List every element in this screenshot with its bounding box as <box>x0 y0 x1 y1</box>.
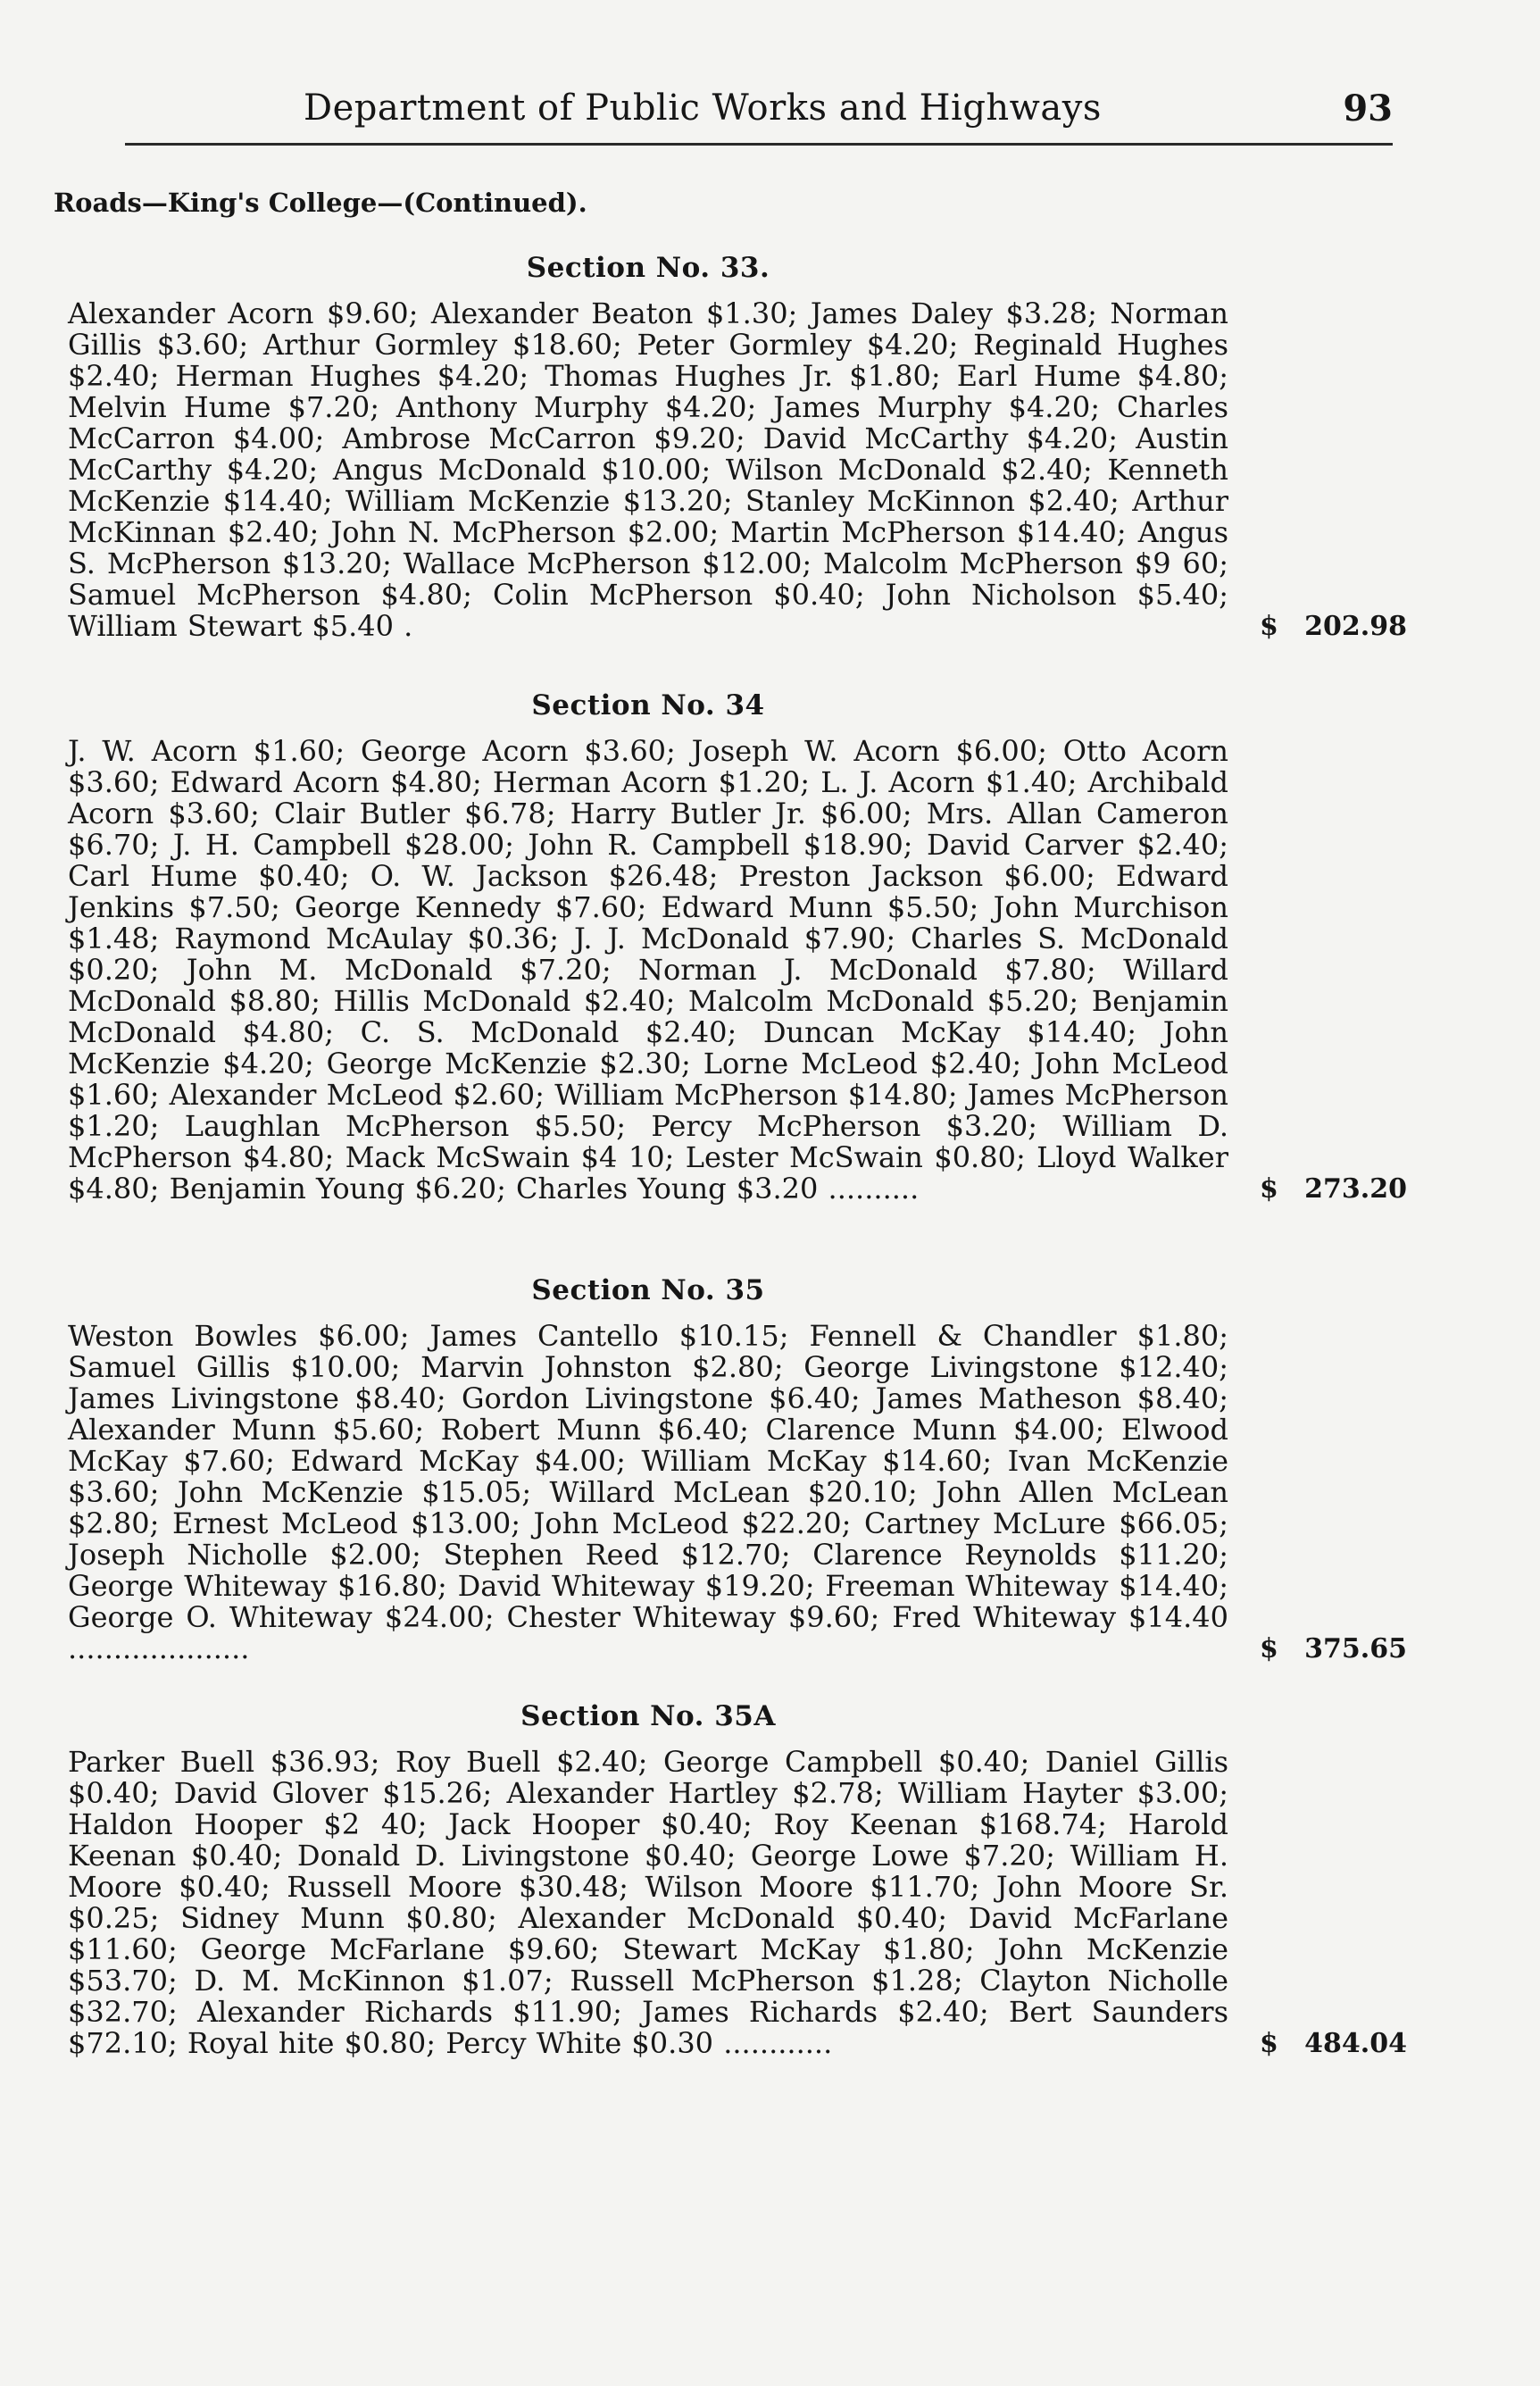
section-body <box>68 736 1407 1205</box>
section-body <box>68 1747 1407 2059</box>
section-total <box>1260 1633 1407 1664</box>
section-entries: Alexander Acorn $9.60; Alexander Beaton $1.30; James Daley $3.28; Norman Gillis $3.60; Arthur Gormley $18.60; Peter Gormley $4.20; Reginald Hughes $2.40; Herman Hughes $4.20; Thomas Hughes Jr. $1.80; Earl Hume $4.80; Melvin Hume $7.20; Anthony Murphy $4.20; James Murphy $4.20; Charles McCarron $4.00; Ambrose McCarron $9.20; David McCarthy $4.20; Austin McCarthy $4.20; Angus McDonald $10.00; Wilson McDonald $2.40; Kenneth McKenzie $14.40; William McKenzie $13.20; Stanley McKinnon $2.40; Arthur McKinnan $2.40; John N. McPherson $2.00; Martin McPherson $14.40; Angus S. McPherson $13.20; Wallace McPherson $12.00; Malcolm McPherson $9 60; Samuel McPherson $4.80; Colin McPherson $0.40; John Nicholson $5.40; William Stewart $5.40 . <box>68 296 1228 643</box>
section-heading: Section No. 33. <box>526 252 770 284</box>
section-entries: Weston Bowles $6.00; James Cantello $10.15; Fennell & Chandler $1.80; Samuel Gillis $10.00; Marvin Johnston $2.80; George Livingstone $12.40; James Livingstone $8.40; Gordon Livingstone $6.40; James Matheson $8.40; Alexander Munn $5.60; Robert Munn $6.40; Clarence Munn $4.00; Elwood McKay $7.60; Edward McKay $4.00; William McKay $14.60; Ivan McKenzie $3.60; John McKenzie $15.05; Willard McLean $20.10; John Allen McLean $2.80; Ernest McLeod $13.00; John McLeod $22.20; Cartney McLure $66.05; Joseph Nicholle $2.00; Stephen Reed $12.70; Clarence Reynolds $11.20; George Whiteway $16.80; David Whiteway $19.20; Freeman Whiteway $14.40; George O. Whiteway $24.00; Chester Whiteway $9.60; Fred Whiteway $14.40 .................... <box>68 1319 1228 1665</box>
currency-symbol: $ <box>1260 611 1278 642</box>
total-amount: 484.04 <box>1304 2028 1407 2059</box>
page-header <box>125 88 1393 146</box>
section-entries: Parker Buell $36.93; Roy Buell $2.40; George Campbell $0.40; Daniel Gillis $0.40; David Glover $15.26; Alexander Hartley $2.78; William Hayter $3.00; Haldon Hooper $2 40; Jack Hooper $0.40; Roy Keenan $168.74; Harold Keenan $0.40; Donald D. Livingstone $0.40; George Lowe $7.20; William H. Moore $0.40; Russell Moore $30.48; Wilson Moore $11.70; John Moore Sr. $0.25; Sidney Munn $0.80; Alexander McDonald $0.40; David McFarlane $11.60; George McFarlane $9.60; Stewart McKay $1.80; John McKenzie $53.70; D. M. McKinnon $1.07; Russell McPherson $1.28; Clayton Nicholle $32.70; Alexander Richards $11.90; James Richards $2.40; Bert Saunders $72.10; Royal hite $0.80; Percy White $0.30 ............ <box>68 1745 1228 2060</box>
section-entries: J. W. Acorn $1.60; George Acorn $3.60; Joseph W. Acorn $6.00; Otto Acorn $3.60; Edward Acorn $4.80; Herman Acorn $1.20; L. J. Acorn $1.40; Archibald Acorn $3.60; Clair Butler $6.78; Harry Butler Jr. $6.00; Mrs. Allan Cameron $6.70; J. H. Campbell $28.00; John R. Campbell $18.90; David Carver $2.40; Carl Hume $0.40; O. W. Jackson $26.48; Preston Jackson $6.00; Edward Jenkins $7.50; George Kennedy $7.60; Edward Munn $5.50; John Murchison $1.48; Raymond McAulay $0.36; J. J. McDonald $7.90; Charles S. McDonald $0.20; John M. McDonald $7.20; Norman J. McDonald $7.80; Willard McDonald $8.80; Hillis McDonald $2.40; Malcolm McDonald $5.20; Benjamin McDonald $4.80; C. S. McDonald $2.40; Duncan McKay $14.40; John McKenzie $4.20; George McKenzie $2.30; Lorne McLeod $2.40; John McLeod $1.60; Alexander McLeod $2.60; William McPherson $14.80; James McPherson $1.20; Laughlan McPherson $5.50; Percy McPherson $3.20; William D. McPherson $4.80; Mack McSwain $4 10; Lester McSwain $0.80; Lloyd Walker $4.80; Benjamin Young $6.20; Charles Young $3.20 .......... <box>68 734 1228 1206</box>
section-heading: Section No. 34 <box>531 689 765 722</box>
currency-symbol: $ <box>1260 2028 1278 2059</box>
section-body <box>68 1321 1407 1664</box>
section-body <box>68 298 1407 642</box>
header-title: Department of Public Works and Highways <box>304 88 1102 129</box>
running-head: Roads—King's College—(Continued). <box>54 188 587 218</box>
currency-symbol: $ <box>1260 1633 1278 1664</box>
section-total <box>1260 1173 1407 1205</box>
currency-symbol: $ <box>1260 1173 1278 1205</box>
section-34 <box>68 689 1407 1205</box>
section-heading: Section No. 35A <box>520 1700 776 1732</box>
section-total <box>1260 2028 1407 2059</box>
total-amount: 202.98 <box>1304 611 1407 642</box>
total-amount: 273.20 <box>1304 1173 1407 1205</box>
section-35 <box>68 1274 1407 1664</box>
page-number: 93 <box>1343 88 1393 129</box>
section-heading: Section No. 35 <box>531 1274 765 1306</box>
total-amount: 375.65 <box>1304 1633 1407 1664</box>
section-total <box>1260 611 1407 642</box>
section-33 <box>68 252 1407 642</box>
section-35a <box>68 1700 1407 2059</box>
